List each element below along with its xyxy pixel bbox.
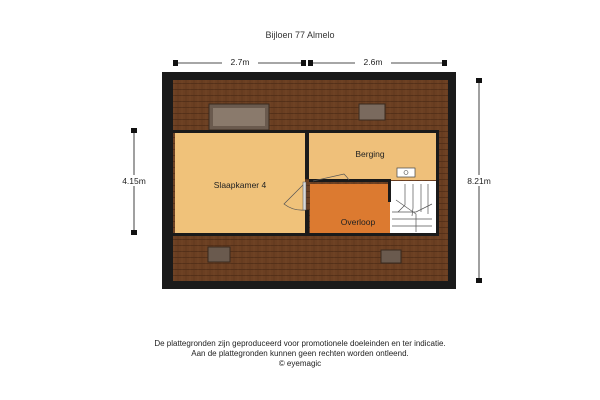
dim-label-top-right: 2.6m bbox=[363, 57, 383, 67]
wall-stair-left bbox=[388, 182, 391, 202]
wall-top-rooms bbox=[173, 130, 438, 133]
dim-label-right: 8.21m bbox=[467, 176, 491, 186]
plan-title: Bijloen 77 Almelo bbox=[265, 30, 335, 40]
roof-window-bottom-left bbox=[208, 247, 230, 262]
disclaimer-line-1: De plattegronden zijn geproduceerd voor promotionele doeleinden en ter indicatie. bbox=[154, 339, 446, 348]
label-berging: Berging bbox=[355, 149, 385, 159]
roof-window-left-pane bbox=[213, 108, 265, 126]
roof-window-bottom-right bbox=[381, 250, 401, 263]
door-slaapkamer bbox=[303, 182, 306, 210]
roof-window-right bbox=[359, 104, 385, 120]
dim-label-top-left: 2.7m bbox=[230, 57, 250, 67]
label-slaapkamer: Slaapkamer 4 bbox=[213, 180, 267, 190]
dim-label-left: 4.15m bbox=[122, 176, 146, 186]
wall-slaapkamer-right bbox=[305, 133, 309, 179]
wall-slaapkamer-right-low bbox=[305, 210, 309, 234]
disclaimer bbox=[0, 339, 600, 369]
fixture-berging bbox=[397, 168, 415, 177]
wall-right-rooms bbox=[436, 130, 439, 236]
label-overloop: Overloop bbox=[340, 217, 376, 227]
disclaimer-line-2: Aan de plattegronden kunnen geen rechten worden ontleend. bbox=[191, 349, 409, 358]
disclaimer-copyright: © eyemagic bbox=[278, 359, 322, 368]
